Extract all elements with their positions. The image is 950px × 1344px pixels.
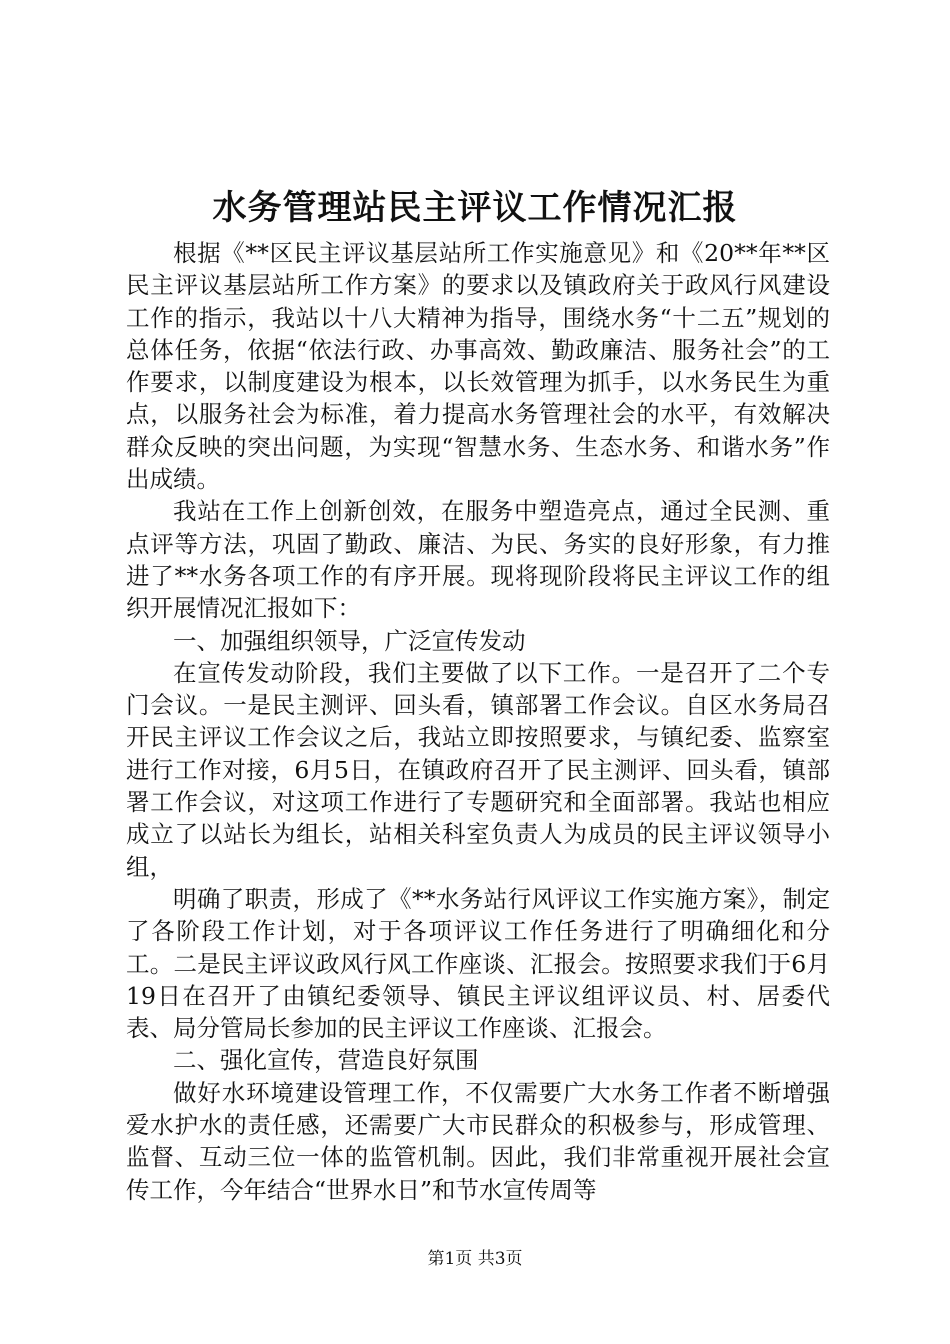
paragraph-publicity: 做好水环境建设管理工作，不仅需要广大水务工作者不断增强爱水护水的责任感，还需要广大市民群众的积极参与，形成管理、监督、互动三位一体的监管机制。因此，我们非常重视开展社会宣传工作，今年结合“世界水日”和节水宣传周等	[126, 1078, 830, 1204]
document-body	[126, 237, 830, 1206]
section-heading-1: 一、加强组织领导，广泛宣传发动	[173, 626, 526, 655]
paragraph-mobilization: 在宣传发动阶段，我们主要做了以下工作。一是召开了二个专门会议。一是民主测评、回头看，镇部署工作会议。自区水务局召开民主评议工作会议之后，我站立即按照要求，与镇纪委、监察室进行工作对接，6月5日，在镇政府召开了民主测评、回头看，镇部署工作会议，对这项工作进行了专题研究和全面部署。我站也相应成立了以站长为组长，站相关科室负责人为成员的民主评议领导小组，	[126, 658, 830, 881]
paragraph-responsibilities: 明确了职责，形成了《**水务站行风评议工作实施方案》，制定了各阶段工作计划，对于各项评议工作任务进行了明确细化和分工。二是民主评议政风行风工作座谈、汇报会。按照要求我们于6月19日在召开了由镇纪委领导、镇民主评议组评议员、村、居委代表、局分管局长参加的民主评议工作座谈、汇报会。	[126, 884, 830, 1043]
page-footer: 第1页 共3页	[427, 1249, 523, 1269]
paragraph-intro: 根据《**区民主评议基层站所工作实施意见》和《20**年**区民主评议基层站所工作方案》的要求以及镇政府关于政风行风建设工作的指示，我站以十八大精神为指导，围绕水务“十二五”规划的总体任务，依据“依法行政、办事高效、勤政廉洁、服务社会”的工作要求，以制度建设为根本，以长效管理为抓手，以水务民生为重点，以服务社会为标准，着力提高水务管理社会的水平，有效解决群众反映的突出问题，为实现“智慧水务、生态水务、和谐水务”作出成绩。	[126, 239, 830, 494]
document-title: 水务管理站民主评议工作情况汇报	[212, 188, 738, 228]
paragraph-overview: 我站在工作上创新创效，在服务中塑造亮点，通过全民测、重点评等方法，巩固了勤政、廉洁、为民、务实的良好形象，有力推进了**水务各项工作的有序开展。现将现阶段将民主评议工作的组织开展情况汇报如下：	[126, 497, 830, 623]
section-heading-2: 二、强化宣传，营造良好氛围	[173, 1046, 479, 1075]
